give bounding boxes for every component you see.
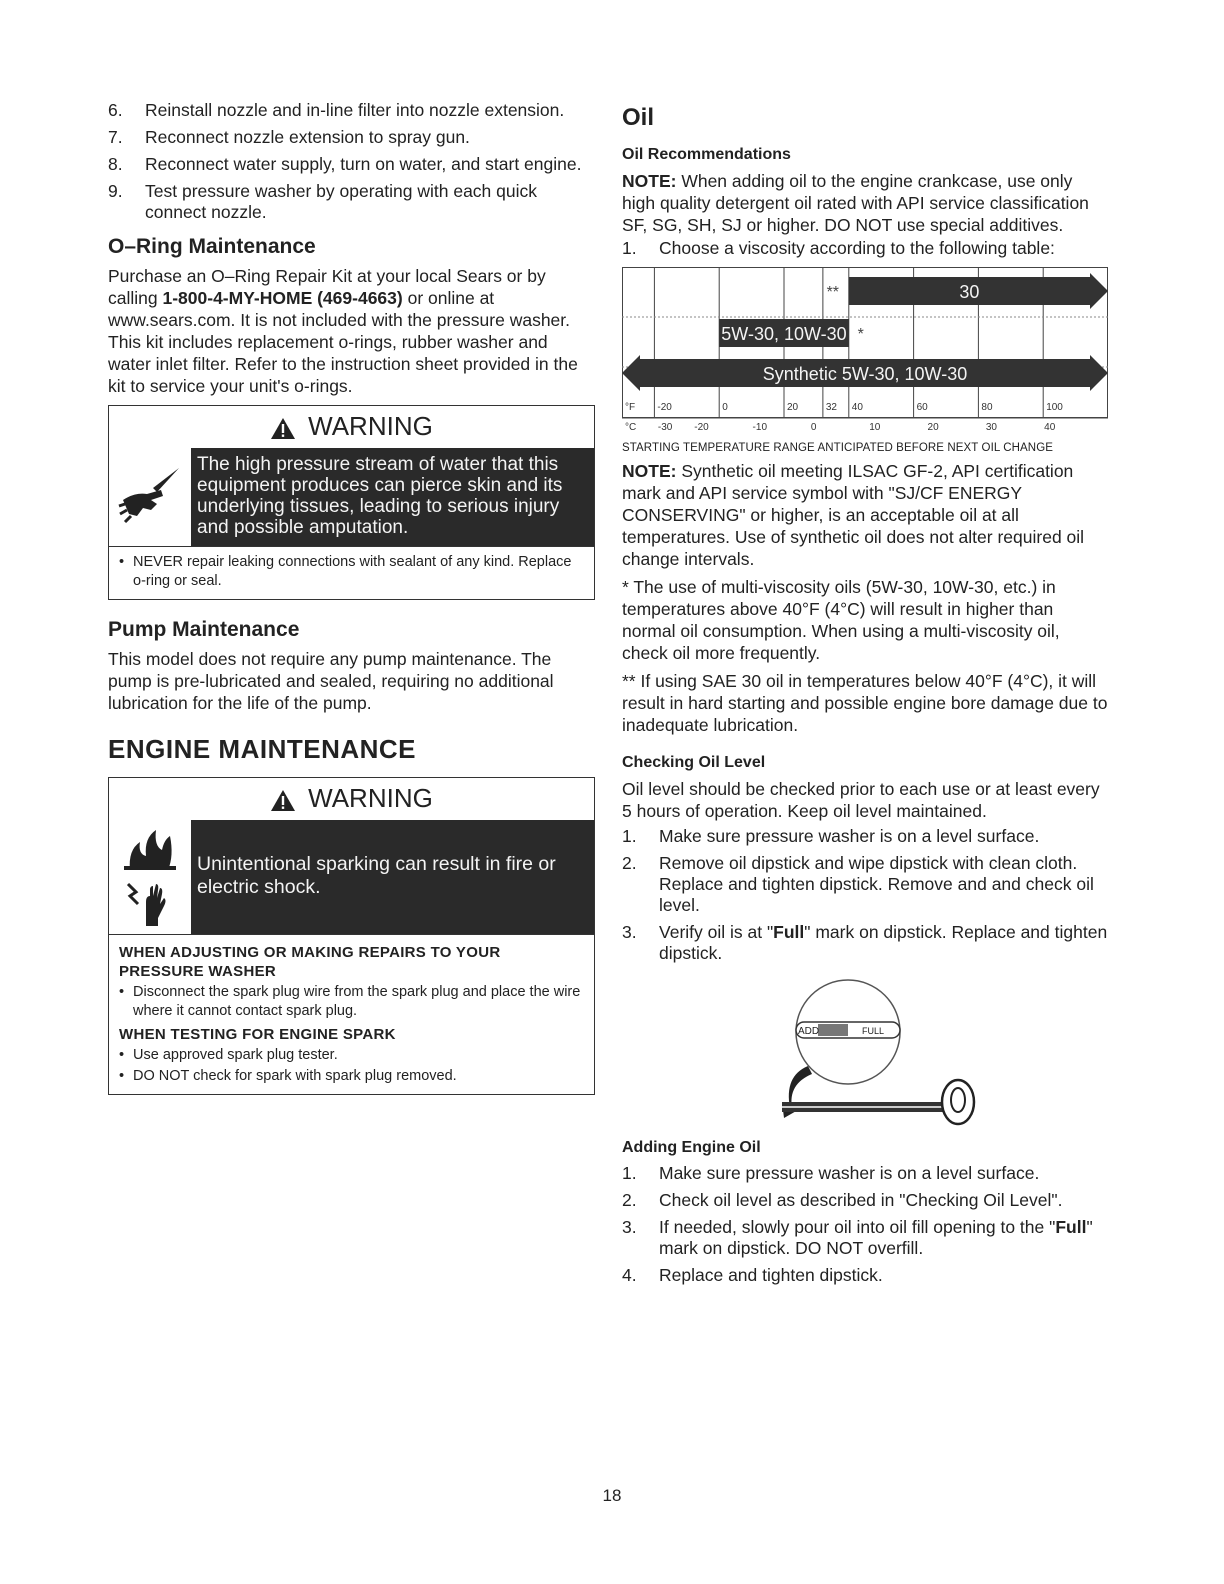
list-item: 1. Choose a viscosity according to the following table: (622, 238, 1055, 258)
c-tick-label: -30 (657, 422, 673, 433)
hand-injection-icon (109, 448, 191, 546)
adding-steps (622, 1163, 1108, 1286)
warning-message: Unintentional sparking can result in fire or electric shock. (191, 820, 594, 934)
list-item (108, 181, 595, 223)
warning-bullet: • NEVER repair leaking connections with sealant of any kind. Replace o-ring or seal. (119, 553, 584, 591)
oil-title: Oil (622, 104, 655, 131)
step-number: 8. (108, 154, 123, 174)
c-tick-label: 10 (869, 422, 881, 433)
f-tick-label: 60 (916, 402, 928, 413)
f-tick-label: 20 (787, 402, 799, 413)
dipstick-add-label: ADD (798, 1026, 820, 1037)
warning-band (109, 448, 594, 546)
warning-subhead: WHEN ADJUSTING OR MAKING REPAIRS TO YOUR PRESSURE WASHER (119, 944, 501, 980)
series-label: 5W-30, 10W-30 (721, 324, 847, 344)
synthetic-note: NOTE: Synthetic oil meeting ILSAC GF-2, API certification mark and API service symbol with "SJ/CF ENERGY CONSERVING" or higher, is an acceptable oil at all temperatures. Use of synthetic oil does not alter required oil change intervals. (622, 461, 1085, 569)
warning-triangle-icon (270, 789, 296, 812)
step-text: Reconnect nozzle extension to spray gun. (145, 127, 470, 147)
adding-oil-title: Adding Engine Oil (622, 1139, 761, 1156)
f-tick-label: 32 (825, 402, 838, 413)
list-item: 2. Remove oil dipstick and wipe dipstick with clean cloth. Replace and tighten dipstick. Remove and and check oil level. (622, 853, 1094, 915)
step-number: 7. (108, 127, 123, 147)
series-label: Synthetic 5W-30, 10W-30 (762, 364, 968, 384)
dipstick-full-label: FULL (862, 1026, 885, 1036)
c-tick-label: 40 (1044, 422, 1056, 433)
f-tick-label: 100 (1046, 402, 1063, 413)
viscosity-chart (622, 267, 1108, 440)
warning-instructions (109, 546, 594, 599)
left-column (108, 100, 595, 1095)
multi-viscosity-note: * The use of multi-viscosity oils (5W-30, 10W-30, etc.) in temperatures above 40°F (4°C) will result in higher than normal oil consumption. When using a multi-viscosity oil, check oil more frequently. (622, 577, 1060, 663)
f-tick-label: 0 (722, 402, 728, 413)
oil-recommendations-title: Oil Recommendations (622, 146, 791, 163)
warning-subhead: WHEN TESTING FOR ENGINE SPARK (119, 1026, 396, 1043)
warning-band (109, 820, 594, 934)
step-text: Reinstall nozzle and in-line filter into nozzle extension. (145, 100, 565, 120)
oring-text: Purchase an O–Ring Repair Kit at your local Sears or by calling 1-800-4-MY-HOME (469-4663) or online at www.sears.com. It is not included with the pressure washer. This kit includes replacement o-rings, rubber washer and water inlet filter. Refer to the instruction sheet provided in the kit to service your unit's o-rings. (108, 266, 578, 396)
checking-oil-text: Oil level should be checked prior to each use or at least every 5 hours of operation. Keep oil level maintained. (622, 779, 1100, 821)
pump-text: This model does not require any pump maintenance. The pump is pre-lubricated and sealed, requiring no additional lubrication for the life of the pump. (108, 649, 554, 713)
c-tick-label: -20 (694, 422, 709, 433)
phone-number: 1-800-4-MY-HOME (469-4663) (162, 288, 403, 308)
engine-maintenance-title: ENGINE MAINTENANCE (108, 734, 417, 764)
warning-message: The high pressure stream of water that this equipment produces can pierce skin and its underlying tissues, leading to serious injury and possible amputation. (191, 448, 594, 546)
page-number: 18 (602, 1486, 622, 1505)
list-item (108, 127, 595, 148)
viscosity-chart-svg (622, 267, 1108, 435)
warning-icons (109, 820, 191, 934)
warning-bullet: • DO NOT check for spark with spark plug removed. (119, 1067, 584, 1086)
warning-bullet: • Disconnect the spark plug wire from the spark plug and place the wire where it cannot contact spark plug. (119, 983, 584, 1021)
f-tick-label: 80 (981, 402, 993, 413)
c-tick-label: 20 (927, 422, 939, 433)
dipstick-illustration (772, 970, 1108, 1135)
step-number: 6. (108, 100, 123, 120)
c-unit-label: °C (625, 422, 637, 433)
list-item: 2. Check oil level as described in "Checking Oil Level". (622, 1190, 1063, 1210)
f-unit-label: °F (625, 402, 636, 413)
step-text: Test pressure washer by operating with each quick connect nozzle. (145, 181, 538, 222)
fire-icon (120, 826, 180, 872)
warning-triangle-icon (270, 417, 296, 440)
checking-oil-title: Checking Oil Level (622, 754, 766, 771)
chart-caption: STARTING TEMPERATURE RANGE ANTICIPATED BEFORE NEXT OIL CHANGE (622, 442, 1054, 454)
step-number: 9. (108, 181, 123, 201)
list-item: 1. Make sure pressure washer is on a level surface. (622, 1163, 1040, 1183)
warning-header (109, 778, 594, 820)
oil-note: NOTE: When adding oil to the engine crankcase, use only high quality detergent oil rated with API service classification SF, SG, SH, SJ or higher. DO NOT use special additives. (622, 171, 1089, 235)
electric-shock-icon (120, 878, 180, 928)
pump-title: Pump Maintenance (108, 618, 300, 641)
viscosity-step (622, 238, 1108, 259)
warning-title: WARNING (308, 411, 433, 441)
warning-instructions (109, 934, 594, 1094)
warning-header (109, 406, 594, 448)
series-marker: * (857, 326, 864, 343)
step-text: Reconnect water supply, turn on water, and start engine. (145, 154, 582, 174)
right-column (622, 100, 1108, 1292)
list-item (108, 154, 595, 175)
list-item: 4. Replace and tighten dipstick. (622, 1265, 883, 1285)
list-item: 3. Verify oil is at "Full" mark on dipstick. Replace and tighten dipstick. (622, 922, 1108, 963)
oring-title: O–Ring Maintenance (108, 235, 316, 258)
c-tick-label: -10 (752, 422, 768, 433)
warning-title: WARNING (308, 783, 433, 813)
f-tick-label: 40 (851, 402, 863, 413)
warning-box-spark (108, 777, 595, 1095)
c-tick-label: 0 (810, 422, 817, 433)
c-tick-label: 30 (985, 422, 997, 433)
step-list-top (108, 100, 595, 223)
list-item (108, 100, 595, 121)
list-item: 3. If needed, slowly pour oil into oil fill opening to the "Full" mark on dipstick. DO NOT overfill. (622, 1217, 1093, 1258)
warning-box-pressure (108, 405, 595, 600)
list-item: 1. Make sure pressure washer is on a level surface. (622, 826, 1040, 846)
series-marker: ** (826, 284, 840, 301)
warning-bullet: • Use approved spark plug tester. (119, 1046, 584, 1065)
f-tick-label: -20 (657, 402, 672, 413)
checking-steps (622, 826, 1108, 964)
series-label: 30 (959, 282, 980, 302)
sae30-note: ** If using SAE 30 oil in temperatures below 40°F (4°C), it will result in hard starting and possible engine bore damage due to inadequate lubrication. (622, 671, 1108, 735)
